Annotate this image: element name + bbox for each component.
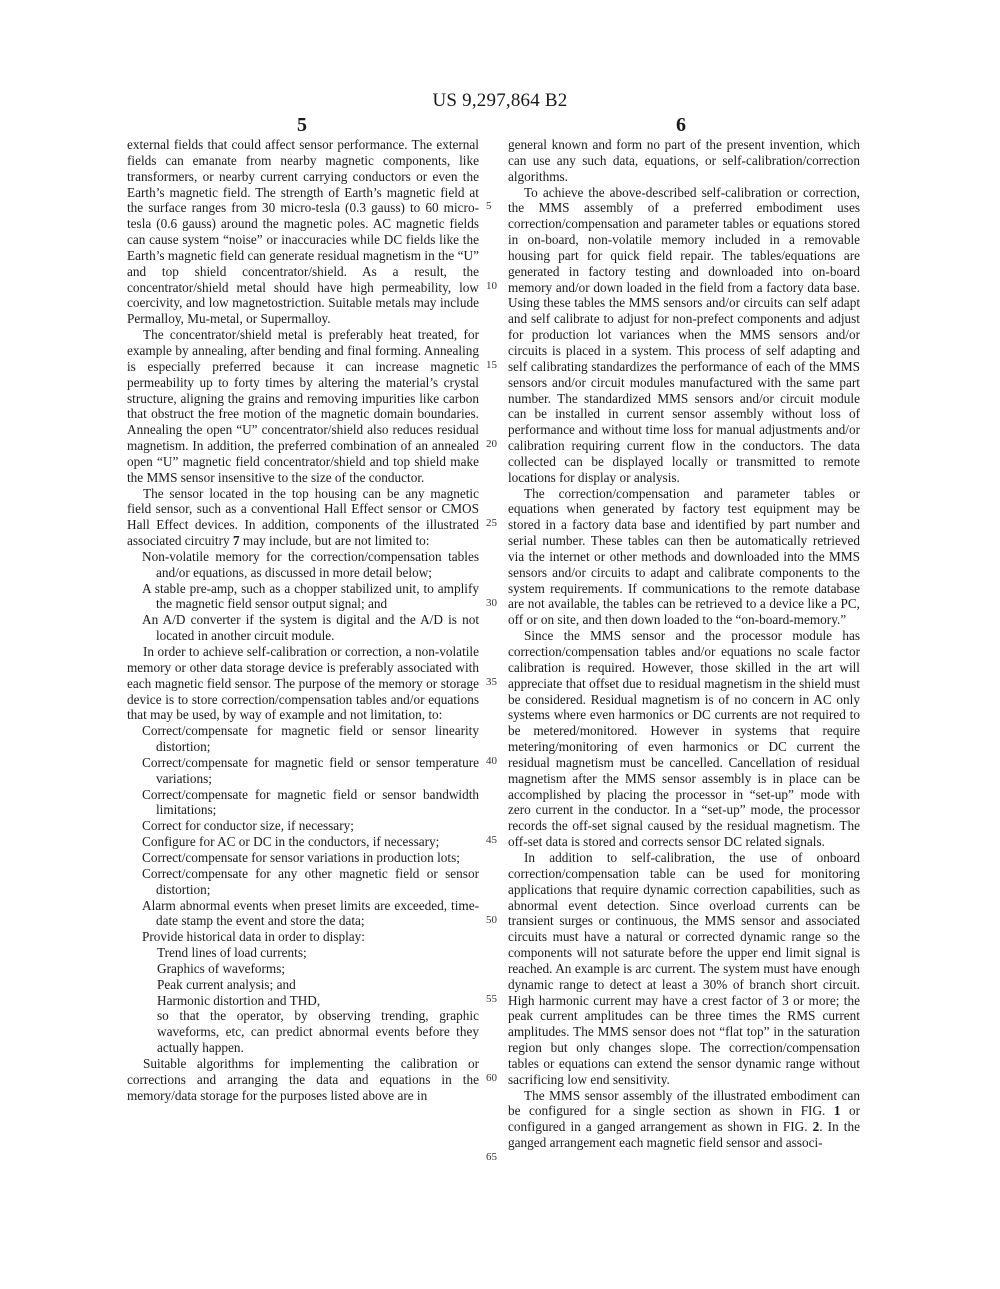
patent-number-header: US 9,297,864 B2	[432, 90, 568, 111]
line-number: 55	[486, 993, 497, 1005]
left-column	[127, 137, 479, 1103]
list-item: Correct/compensate for magnetic field or sensor temperature variations;	[142, 754, 479, 786]
left-paragraph-2: The concentrator/shield metal is preferably heat treated, for example by annealing, after bending and final forming. Annealing is especially preferred because it can increase magnetic permeability up to forty times by altering the material’s crystal structure, aligning the grains and removing impurities like carbon that obstruct the free motion of the magnetic domain boundaries. Annealing the open “U” concentrator/shield also reduces residual magnetism. In addition, the preferred combination of an annealed open “U” magnetic field concentrator/shield and top shield make the MMS sensor insensitive to the size of the conductor.	[127, 327, 479, 485]
reference-numeral: 7	[232, 533, 240, 549]
line-number: 45	[486, 834, 497, 846]
line-number: 65	[486, 1151, 497, 1163]
list-item: Correct/compensate for sensor variations in production lots;	[142, 849, 460, 865]
text-run: may include, but are not limited to:	[239, 533, 430, 549]
line-number: 60	[486, 1072, 497, 1084]
right-column	[508, 137, 860, 1151]
line-number: 30	[486, 597, 497, 609]
text-run: The sensor located in the top housing can be any magnetic field sensor, such as a conventional Hall Effect sensor or CMOS Hall Effect devices. In addition, components of the illustrated associated circuitry	[127, 485, 479, 549]
list-item: Non-volatile memory for the correction/compensation tables and/or equations, as discussed in more detail below;	[142, 548, 479, 580]
left-paragraph-1: external fields that could affect sensor performance. The external fields can emanate from nearby magnetic components, like transformers, or nearby current carrying conductors or even the Earth’s magnetic field. The strength of Earth’s magnetic field at the surface ranges from 30 micro-tesla (0.3 gauss) to 60 micro-tesla (0.6 gauss) around the magnetic poles. AC magnetic fields can cause system “noise” or inaccuracies while DC fields like the Earth’s magnetic field can generate residual magnetism in the “U” and top shield concentrator/shield. As a result, the concentrator/shield metal should have high permeability, low coercivity, and low magnetostriction. Suitable metals may include Permalloy, Mu-metal, or Supermalloy.	[127, 137, 479, 327]
sub-list-item: Peak current analysis; and	[157, 976, 296, 992]
figure-reference: 2	[812, 1119, 820, 1135]
list-item: Correct/compensate for magnetic field or sensor linearity distortion;	[142, 723, 479, 755]
text-run: The MMS sensor assembly of the illustrated embodiment can be configured for a single section as shown in FIG.	[508, 1087, 860, 1119]
list-item: An A/D converter if the system is digital and the A/D is not located in another circuit module.	[142, 612, 479, 644]
line-number: 5	[486, 200, 492, 212]
left-paragraph-5: Suitable algorithms for implementing the calibration or corrections and arranging the data and equations in the memory/data storage for the purposes listed above are in	[127, 1055, 479, 1103]
line-number: 35	[486, 676, 497, 688]
left-column-number: 5	[297, 114, 307, 136]
left-paragraph-4: In order to achieve self-calibration or correction, a non-volatile memory or other data storage device is preferably associated with each magnetic field sensor. The purpose of the memory or storage device is to store correction/compensation tables and/or equations that may be used, by way of example and not limitation, to:	[127, 644, 479, 723]
list-item: Correct for conductor size, if necessary;	[142, 818, 354, 834]
line-number: 40	[486, 755, 497, 767]
line-number: 25	[486, 517, 497, 529]
right-column-number: 6	[676, 114, 686, 136]
list-item: Configure for AC or DC in the conductors, if necessary;	[142, 834, 440, 850]
line-number: 20	[486, 438, 497, 450]
list-item: A stable pre-amp, such as a chopper stabilized unit, to amplify the magnetic field sensor output signal; and	[142, 580, 479, 612]
list-item: Provide historical data in order to display:	[142, 929, 365, 945]
sub-list-tail: so that the operator, by observing trending, graphic waveforms, etc, can predict abnormal events before they actually happen.	[157, 1008, 479, 1056]
right-paragraph-5: In addition to self-calibration, the use of onboard correction/compensation table can be used for monitoring applications that require dynamic correction capabilities, such as abnormal event detection. Since overload currents can be transient surges or continuous, the MMS sensor and associated circuits must have a natural or corrected dynamic range so the components will not saturate before the upper end limit signal is reached. An example is arc current. The system must have enough dynamic range to detect at least a 30% of branch short circuit. High harmonic current may have a crest factor of 3 or more; the peak current amplitudes can be three times the RMS current amplitudes. The MMS sensor does not “flat top” in the saturation region but only changes slope. The correction/compensation tables or equations can extend the sensor dynamic range without sacrificing low end sensitivity.	[508, 849, 860, 1087]
list-item: Alarm abnormal events when preset limits are exceeded, time-date stamp the event and store the data;	[142, 897, 479, 929]
right-paragraph-2: To achieve the above-described self-calibration or correction, the MMS assembly of a preferred embodiment uses correction/compensation and parameter tables or equations stored in on-board, non-volatile memory included in a removable housing part for quick field repair. The tables/equations are generated in factory testing and downloaded into on-board memory and/or down loaded in the field from a factory data base. Using these tables the MMS sensors and/or circuits can self adapt and self calibrate to adjust for non-prefect components and adjust for production lot variances when the MMS sensors and/or circuits is placed in a system. This process of self adapting and self calibrating standardizes the performance of each of the MMS sensors and/or circuit modules manufactured with the same part number. The standardized MMS sensors and/or circuit module can be installed in current sensor assembly without loss of performance and without time loss for manual adjustments and/or calibration requiring current flow in the conductors. The data collected can be displayed locally or transmitted to remote locations for display or analysis.	[508, 184, 860, 485]
right-paragraph-4: Since the MMS sensor and the processor module has correction/compensation tables and/or equations no scale factor calibration is required. However, those skilled in the art will appreciate that offset due to residual magnetism in the shield must be considered. Residual magnetism is of no concern in AC only systems where even harmonics or DC currents are not required to be metered/monitored. However in systems that require metering/monitoring of even harmonics or DC current the residual magnetism must be cancelled. Cancellation of residual magnetism after the MMS sensor assembly is in place can be accomplished by placing the processor in “set-up” mode with zero current in the conductor. In a “set-up” mode, the processor records the off-set signal caused by the residual magnetism. The off-set data is stored and corrects sensor DC related signals.	[508, 628, 860, 850]
line-number: 15	[486, 359, 497, 371]
line-number: 10	[486, 280, 497, 292]
right-paragraph-1: general known and form no part of the present invention, which can use any such data, equations, or self-calibration/correction algorithms.	[508, 137, 860, 184]
list-item: Correct/compensate for any other magnetic field or sensor distortion;	[142, 865, 479, 897]
text-run: . In the ganged arrangement each magnetic field sensor and associ-	[508, 1119, 860, 1151]
sub-list-item: Trend lines of load currents;	[157, 945, 307, 961]
sub-list-item: Harmonic distortion and THD,	[157, 992, 321, 1008]
line-numbers	[486, 137, 506, 1197]
list-item: Correct/compensate for magnetic field or sensor bandwidth limitations;	[142, 786, 479, 818]
right-paragraph-6	[508, 1088, 860, 1151]
line-number: 50	[486, 914, 497, 926]
sub-list-item: Graphics of waveforms;	[157, 960, 286, 976]
right-paragraph-3: The correction/compensation and parameter tables or equations when generated by factory test equipment may be stored in a factory data base and identified by part number and serial number. These tables can then be automatically retrieved via the internet or other methods and downloaded into the MMS sensors and/or circuits to adapt and calibrate components to the system requirements. If communications to the remote database are not available, the tables can be retrieved to a device like a PC, off or on site, and then down loaded to the “on-board-memory.”	[508, 485, 860, 628]
text-run: or configured in a ganged arrangement as shown in FIG.	[508, 1103, 860, 1135]
figure-reference: 1	[833, 1103, 841, 1119]
left-paragraph-3	[127, 486, 479, 549]
